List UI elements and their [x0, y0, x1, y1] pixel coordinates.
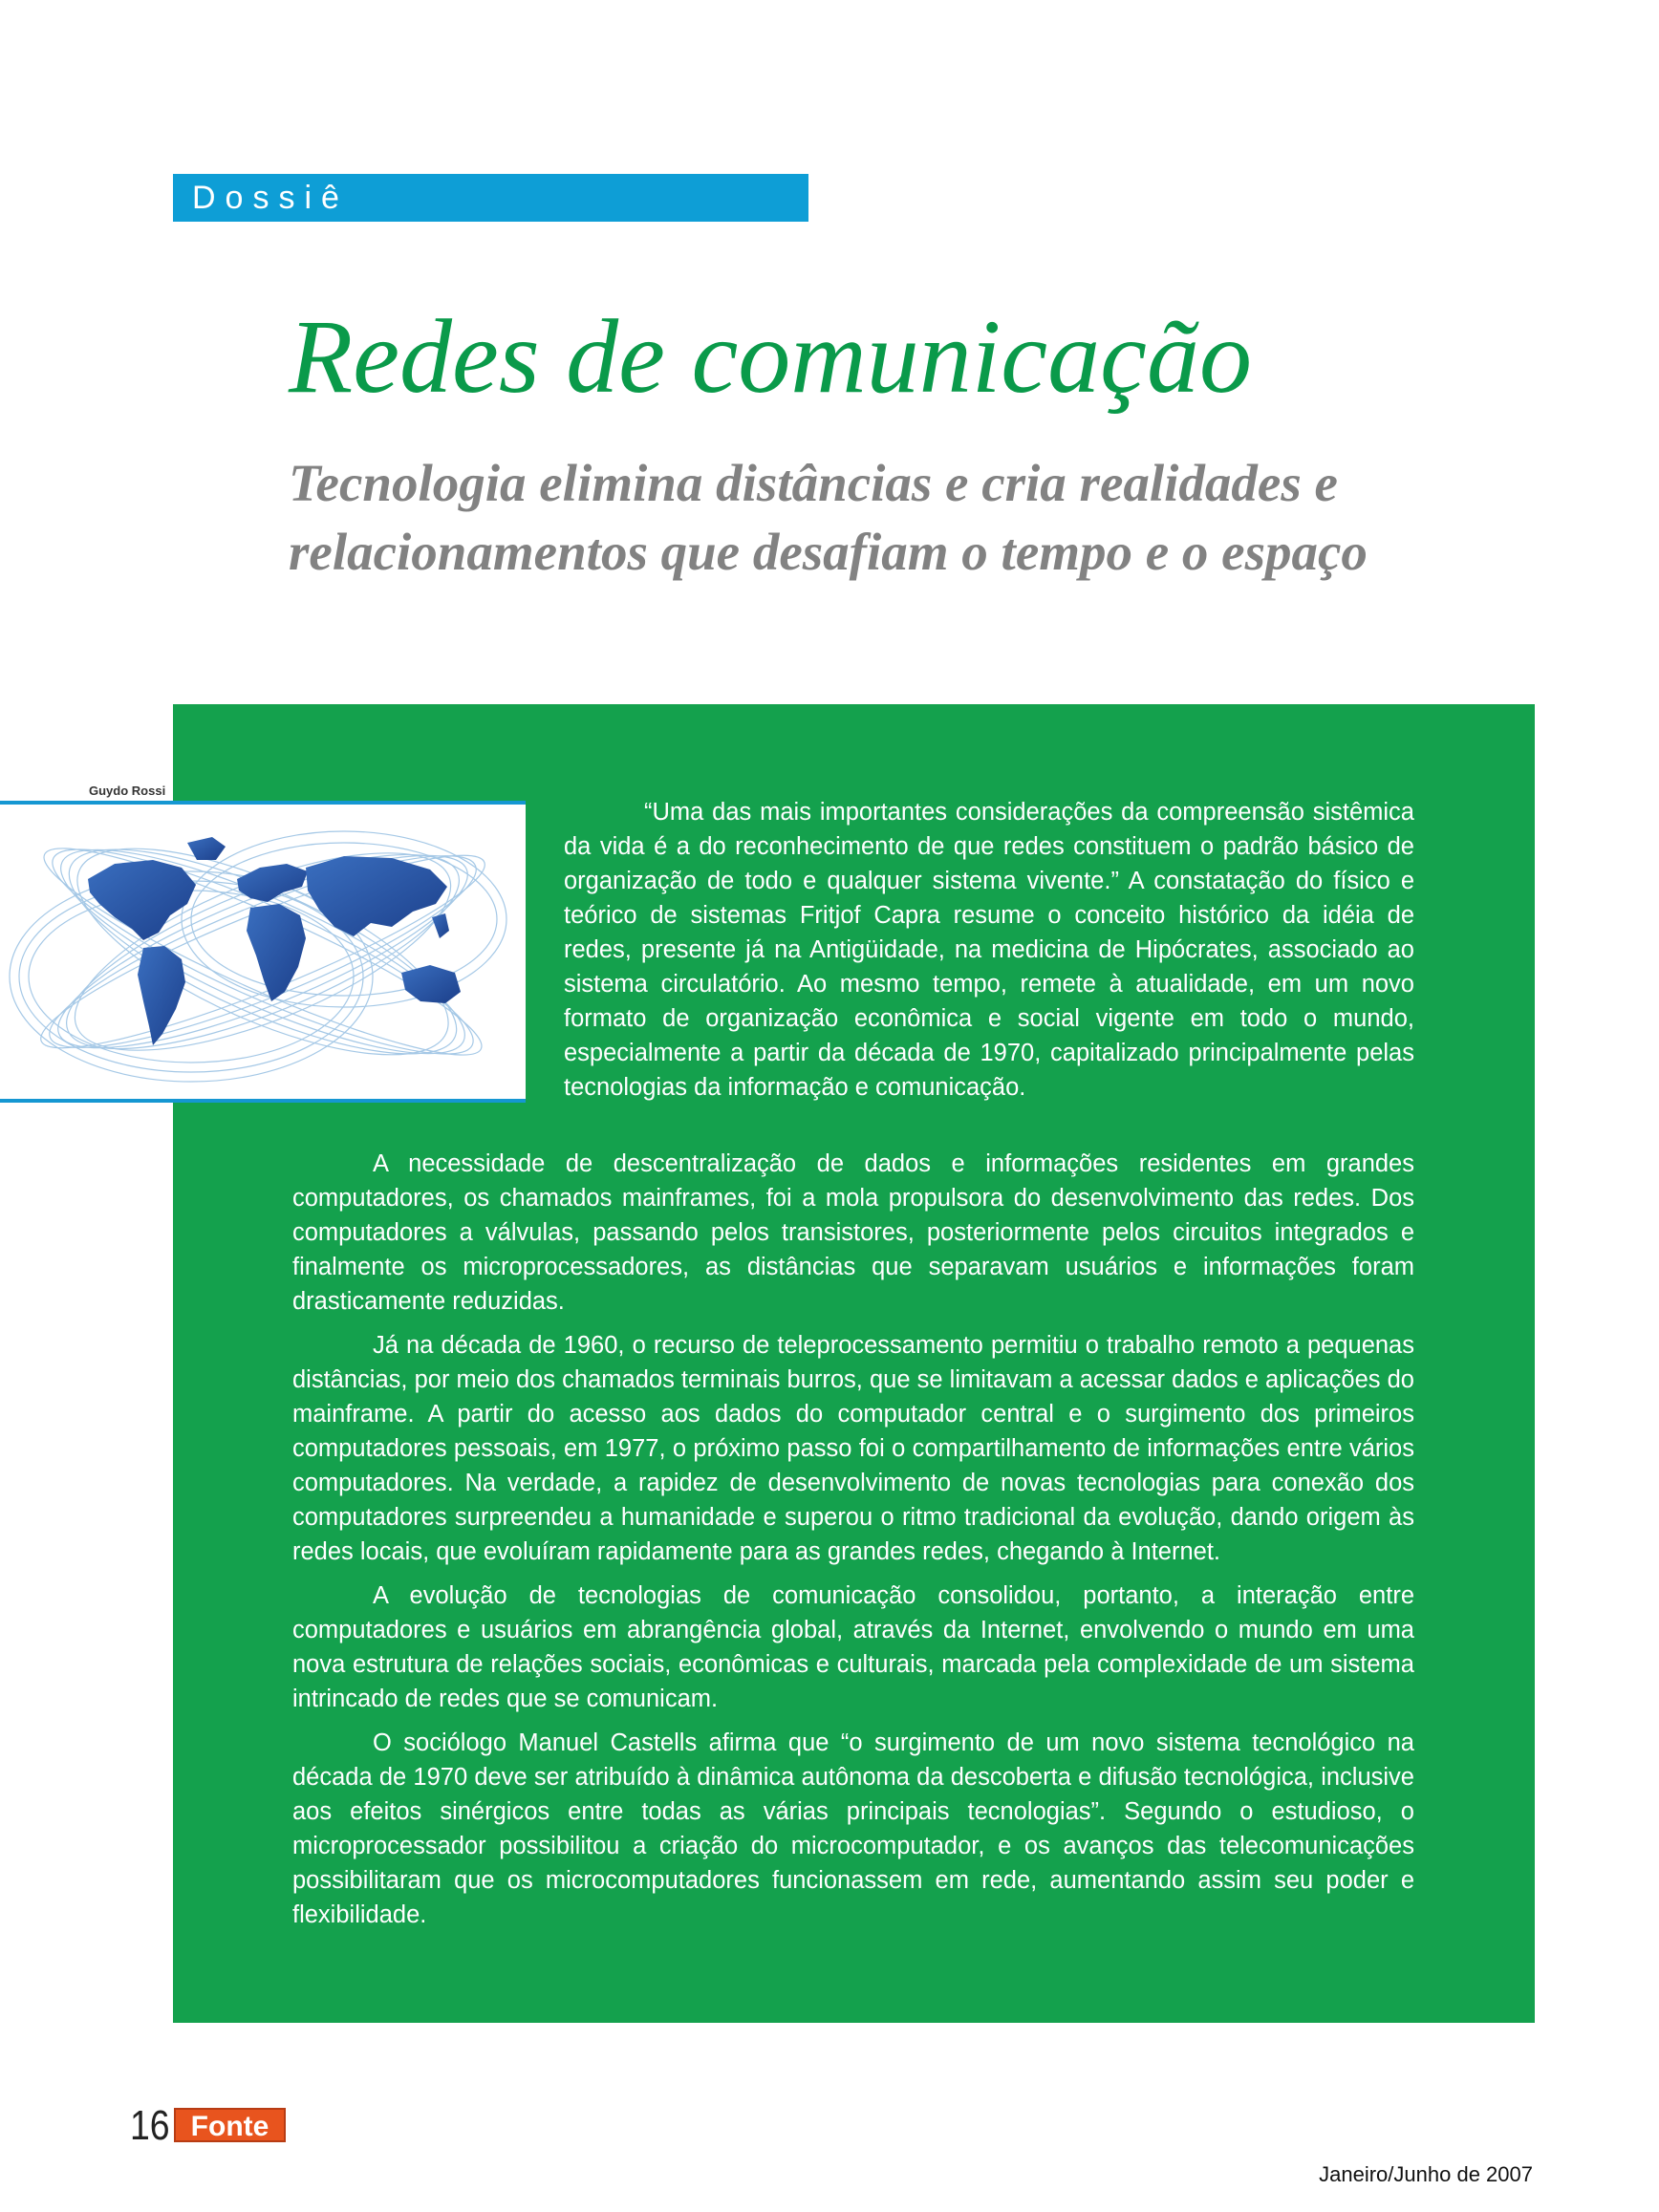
intro-paragraph: “Uma das mais importantes considerações da compreensão sistêmica da vida é a do reconhecimento de que redes constituem o padrão básico de organização de todo e qualquer sistema vivente.” A constatação do físico e teórico de sistemas Fritjof Capra resume o conceito histórico da idéia de redes, presente já na Antigüidade, na medicina de Hipócrates, associado ao sistema circulatório. Ao mesmo tempo, remete à atualidade, em um novo formato de organização econômica e social vigente em todo o mundo, especialmente a partir da década de 1970, capitalizado principalmente pelas tecnologias da informação e comunicação. [564, 799, 1414, 1101]
article-body [292, 1147, 1414, 1942]
article-subtitle: Tecnologia elimina distâncias e cria realidades e relacionamentos que desafiam o tempo e o espaço [289, 454, 1368, 581]
issue-date: Janeiro/Junho de 2007 [1319, 2162, 1533, 2186]
magazine-logo: Fonte [174, 2108, 286, 2142]
world-map-image [0, 801, 526, 1103]
section-label: Dossiê [173, 174, 808, 222]
article-intro [564, 795, 1414, 1105]
body-paragraph-1: A necessidade de descentralização de dados e informações residentes em grandes computadores, os chamados mainframes, foi a mola propulsora do desenvolvimento das redes. Dos computadores a válvulas, passando pelos transistores, posteriormente pelos circuitos integrados e finalmente os microprocessadores, as distâncias que separavam usuários e informações foram drasticamente reduzidas. [292, 1150, 1414, 1315]
body-paragraph-4: O sociólogo Manuel Castells afirma que “o surgimento de um novo sistema tecnológico na década de 1970 deve ser atribuído à dinâmica autônoma da descoberta e difusão tecnológica, inclusive aos efeitos sinérgicos entre todas as várias principais tecnologias”. Segundo o estudioso, o microprocessador possibilitou a criação do microcomputador, e os avanços das telecomunicações possibilitaram que os microcomputadores funcionassem em rede, aumentando assim seu poder e flexibilidade. [292, 1729, 1414, 1928]
page-number: 16 [130, 2102, 170, 2149]
article-title: Redes de comunicação [289, 298, 1252, 415]
world-map-network-icon [0, 805, 526, 1099]
body-paragraph-3: A evolução de tecnologias de comunicação consolidou, portanto, a interação entre computadores e usuários em abrangência global, através da Internet, envolvendo o mundo em uma nova estrutura de relações sociais, econômicas e culturais, marcada pela complexidade de um sistema intrincado de redes que se comunicam. [292, 1582, 1414, 1712]
body-paragraph-2: Já na década de 1960, o recurso de teleprocessamento permitiu o trabalho remoto a pequenas distâncias, por meio dos chamados terminais burros, que se limitavam a acessar dados e aplicações do mainframe. A partir do acesso aos dados do computador central e o surgimento dos primeiros computadores pessoais, em 1977, o próximo passo foi o compartilhamento de informações entre vários computadores. Na verdade, a rapidez de desenvolvimento de novas tecnologias para conexão dos computadores surpreendeu a humanidade e superou o ritmo tradicional da evolução, dando origem às redes locais, que evoluíram rapidamente para as grandes redes, chegando à Internet. [292, 1332, 1414, 1565]
photo-credit: Guydo Rossi [89, 784, 166, 798]
